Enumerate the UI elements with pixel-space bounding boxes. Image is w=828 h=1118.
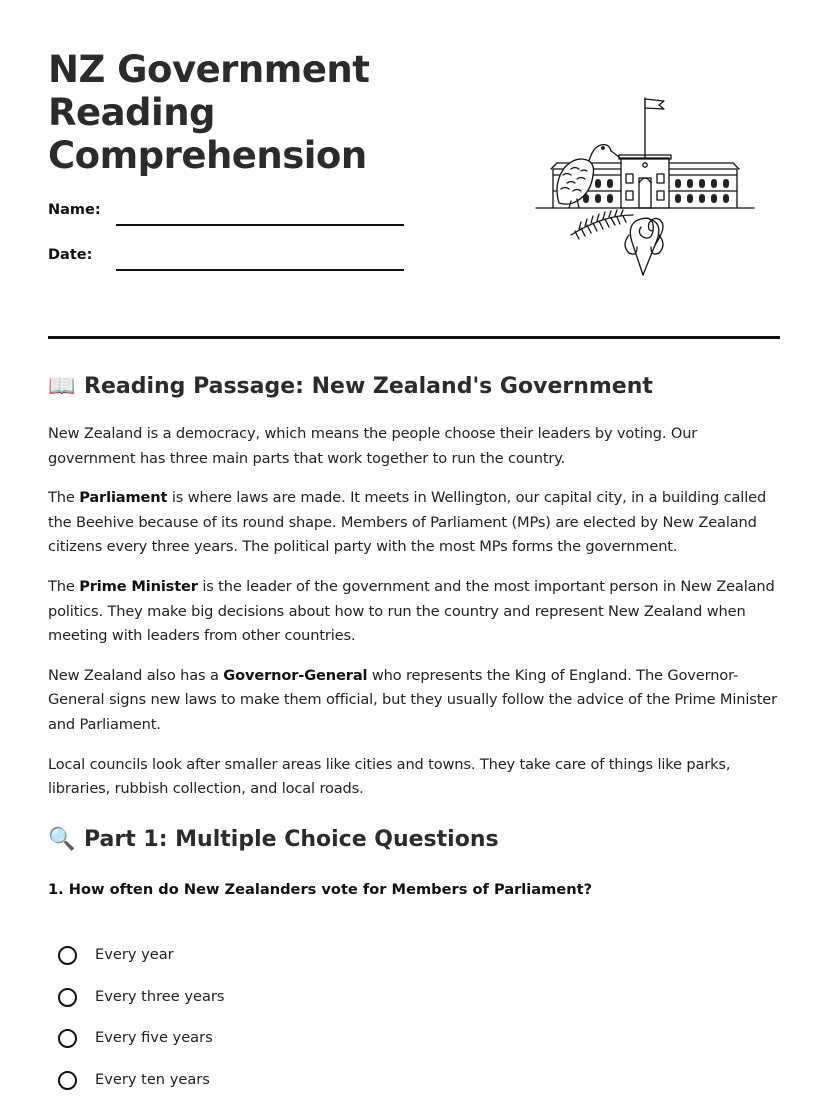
option-every-ten-years[interactable] (58, 1068, 458, 1110)
reading-passage-heading (48, 374, 653, 399)
reading-passage-title: Reading Passage: New Zealand's Government (84, 374, 653, 399)
option-label: Every ten years (95, 1070, 210, 1088)
part1-title: Part 1: Multiple Choice Questions (84, 827, 499, 852)
question-1-options (58, 943, 458, 1109)
passage-paragraph-4: New Zealand also has a Governor-General who represents the King of England. The Governor-General signs new laws to make them official, but they usually follow the advice of the Prime Minister and Parliament. (48, 666, 777, 733)
reading-passage (48, 422, 780, 817)
option-label: Every three years (95, 987, 225, 1005)
passage-paragraph-1: New Zealand is a democracy, which means the people choose their leaders by voting. Our government has three main parts that work together to run the country. (48, 425, 698, 467)
part1-heading (48, 827, 499, 852)
radio-button[interactable] (58, 1029, 77, 1048)
question-1-text: 1. How often do New Zealanders vote for Members of Parliament? (48, 881, 593, 898)
option-every-year[interactable] (58, 943, 458, 985)
term-governor-general: Governor-General (223, 666, 368, 684)
name-field-row (48, 202, 408, 232)
name-label: Name: (48, 202, 101, 218)
option-every-five-years[interactable] (58, 1026, 458, 1068)
magnifying-glass-icon: 🔍 (48, 827, 76, 852)
open-book-icon: 📖 (48, 374, 76, 399)
radio-button[interactable] (58, 1071, 77, 1090)
page-title: NZ Government Reading Comprehension (48, 48, 370, 177)
name-write-line[interactable] (116, 224, 404, 226)
option-label: Every year (95, 946, 174, 963)
date-write-line[interactable] (116, 269, 404, 271)
passage-paragraph-5: Local councils look after smaller areas like cities and towns. They take care of things like parks, libraries, rubbish collection, and local roads. (48, 755, 731, 798)
term-prime-minister: Prime Minister (79, 577, 198, 595)
radio-button[interactable] (58, 946, 77, 965)
passage-paragraph-3: The Prime Minister is the leader of the government and the most important person in New Zealand politics. They make big decisions about how to run the country and represent New Zealand when meeting with leaders from other countries. (48, 577, 775, 645)
header-divider (48, 336, 780, 339)
option-every-three-years[interactable] (58, 985, 458, 1027)
radio-button[interactable] (58, 988, 77, 1007)
nz-government-illustration-icon (533, 95, 758, 280)
term-parliament: Parliament (79, 489, 168, 507)
date-label: Date: (48, 247, 93, 263)
passage-paragraph-2: The Parliament is where laws are made. It meets in Wellington, our capital city, in a building called the Beehive because of its round shape. Members of Parliament (MPs) are elected by New Zealand citizens every three years. The political party with the most MPs forms the government. (48, 489, 767, 556)
option-label: Every five years (95, 1029, 213, 1046)
date-field-row (48, 247, 408, 277)
